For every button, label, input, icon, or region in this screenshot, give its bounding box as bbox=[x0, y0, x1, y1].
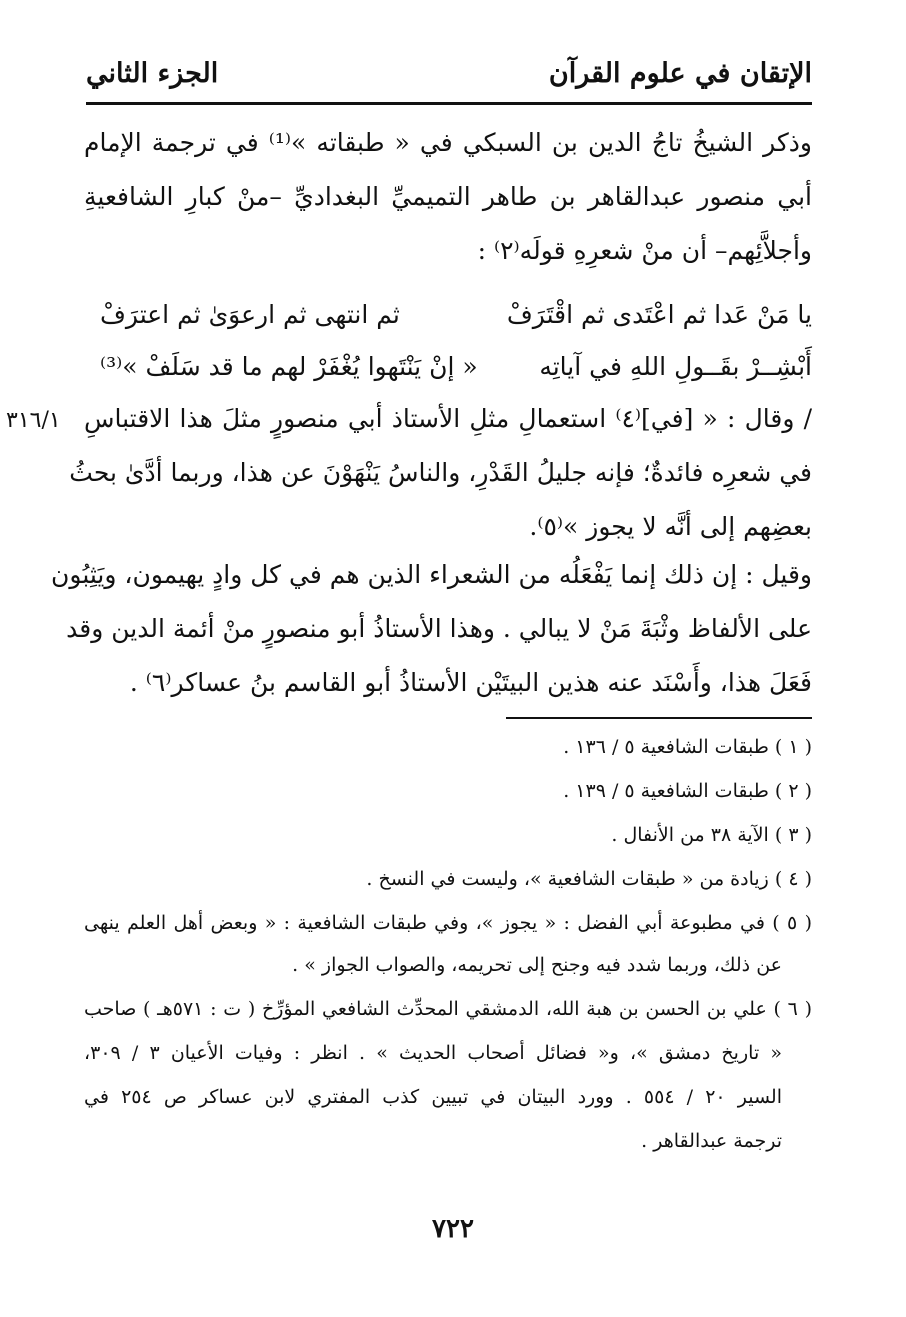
running-header bbox=[86, 52, 812, 100]
margin-page-reference: ٣١٦/١ bbox=[6, 408, 61, 433]
verse-line-2 bbox=[100, 352, 812, 404]
footnote-line: ( ٢ ) طبقات الشافعية ٥ / ١٣٩ . bbox=[563, 780, 812, 802]
verse-second-hemistich: ثم انتهى ثم ارعوَىٰ ثم اعترَفْ bbox=[100, 300, 400, 329]
footnote-line: ( ٥ ) في مطبوعة أبي الفضل : « يجوز »، وفي طبقات الشافعية : « وبعض أهل العلم ينهى bbox=[84, 912, 812, 934]
text-line: في شعرِه فائدةٌ؛ فإنه جليلُ القَدْرِ، والناسُ يَنْهَوْنَ عن هذا، وربما أدَّىٰ بحثُ bbox=[69, 458, 812, 487]
text-line: وذكر الشيخُ تاجُ الدين بن السبكي في « طبقاته »⁽¹⁾ في ترجمة الإمام bbox=[84, 128, 812, 157]
footnote-line: ( ١ ) طبقات الشافعية ٥ / ١٣٦ . bbox=[563, 736, 812, 758]
text-line: وقيل : إن ذلك إنما يَفْعَلُه من الشعراء الذين هم في كل وادٍ يهيمون، ويَثِبُون bbox=[51, 560, 812, 589]
text-line: أبي منصور عبدالقاهر بن طاهر التميميِّ البغداديِّ –منْ كبارِ الشافعيةِ bbox=[84, 182, 812, 211]
footnote-line: ( ٦ ) علي بن الحسن بن هبة الله، الدمشقي المحدِّث الشافعي المؤرِّخ ( ت : ٥٧١هـ ) صاحب bbox=[84, 998, 812, 1020]
verse-first-hemistich: أَبْشِــرْ بقَــولِ اللهِ في آياتِه bbox=[539, 352, 812, 381]
header-rule bbox=[86, 102, 812, 105]
verse-line-1 bbox=[100, 300, 812, 352]
text-line: على الألفاظ وثْبَةَ مَنْ لا يبالي . وهذا الأستاذُ أبو منصورٍ منْ أئمة الدين وقد bbox=[66, 614, 812, 643]
text-line: فَعَلَ هذا، وأَسْنَد عنه هذين البيتَيْن الأستاذُ أبو القاسم بنُ عساكر⁽٦⁾ . bbox=[129, 668, 812, 697]
verse-first-hemistich: يا مَنْ عَدا ثم اعْتَدى ثم اقْتَرَفْ bbox=[506, 300, 812, 329]
text-line: بعضِهم إلى أنَّه لا يجوز »⁽٥⁾. bbox=[529, 512, 812, 541]
text-line: وأجلاَّئِهم– أن منْ شعرِهِ قولَه⁽٢⁾ : bbox=[477, 236, 812, 265]
part-label: الجزء الثاني bbox=[86, 58, 219, 89]
page-number: ٧٢٢ bbox=[432, 1214, 474, 1244]
footnote-line: ( ٣ ) الآية ٣٨ من الأنفال . bbox=[611, 824, 812, 846]
footnote-line: ( ٤ ) زيادة من « طبقات الشافعية »، وليست في النسخ . bbox=[366, 868, 812, 890]
verse-second-hemistich: « إنْ يَنْتَهوا يُغْفَرْ لهم ما قد سَلَفْ »⁽³⁾ bbox=[100, 352, 478, 381]
footnote-separator bbox=[506, 717, 812, 719]
book-title: الإتقان في علوم القرآن bbox=[548, 58, 812, 89]
footnote-line: « تاريخ دمشق »، و« فضائل أصحاب الحديث » . انظر : وفيات الأعيان ٣ / ٣٠٩، bbox=[84, 1042, 782, 1064]
footnote-line: ترجمة عبدالقاهر . bbox=[641, 1130, 782, 1152]
footnote-line: عن ذلك، وربما شدد فيه وجنح إلى تحريمه، والصواب الجواز » . bbox=[292, 954, 782, 976]
footnote-line: السير ٢٠ / ٥٥٤ . وورد البيتان في تبيين كذب المفتري لابن عساكر ص ٢٥٤ في bbox=[84, 1086, 782, 1108]
text-line: / وقال : « [في]⁽٤⁾ استعمالِ مثلِ الأستاذ أبي منصورٍ مثلَ هذا الاقتباسِ bbox=[84, 404, 813, 433]
